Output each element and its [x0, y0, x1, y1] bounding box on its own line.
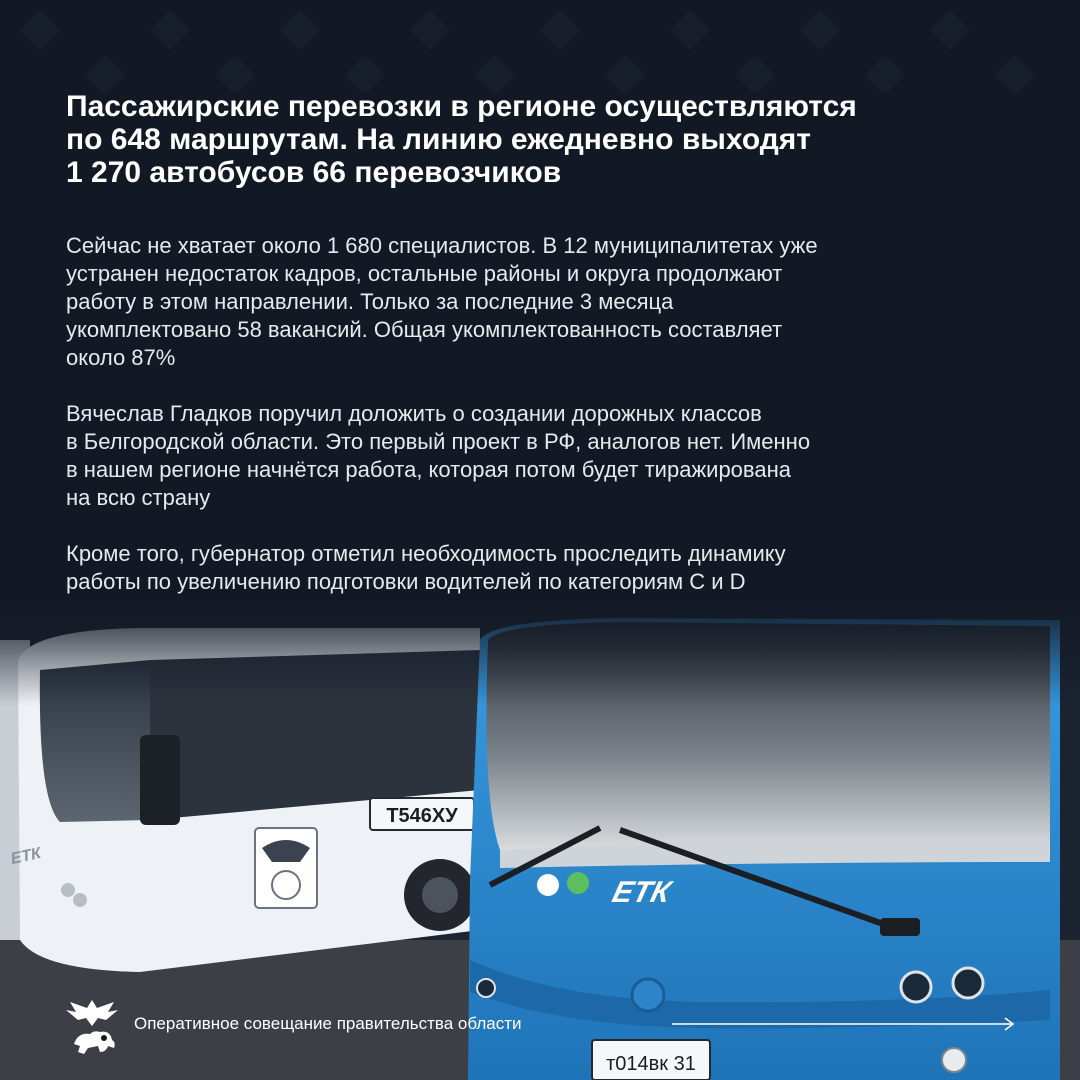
paragraph-line: Кроме того, губернатор отметил необходимость проследить динамику: [66, 541, 786, 566]
paragraph-line: около 87%: [66, 345, 176, 370]
body-text: [66, 232, 1026, 652]
arrow-right-icon[interactable]: [672, 1016, 1018, 1032]
headline-line: по 648 маршрутам. На линию ежедневно выходят: [66, 123, 811, 156]
footer-label: Оперативное совещание правительства области: [134, 1014, 522, 1033]
headline-line: Пассажирские перевозки в регионе осуществляются: [66, 90, 857, 123]
paragraph-road-classes: [66, 400, 1026, 512]
paragraph-line: укомплектовано 58 вакансий. Общая укомплектованность составляет: [66, 317, 783, 342]
headline-line: 1 270 автобусов 66 перевозчиков: [66, 156, 562, 189]
headline: [66, 90, 1026, 189]
paragraph-line: Вячеслав Гладков поручил доложить о создании дорожных классов: [66, 401, 762, 426]
paragraph-line: работы по увеличению подготовки водителей по категориям C и D: [66, 569, 746, 594]
paragraph-line: в нашем регионе начнётся работа, которая потом будет тиражирована: [66, 457, 791, 482]
footer: [0, 990, 1080, 1060]
paragraph-line: в Белгородской области. Это первый проект в РФ, аналогов нет. Именно: [66, 429, 811, 454]
paragraph-line: Сейчас не хватает около 1 680 специалистов. В 12 муниципалитетах уже: [66, 233, 818, 258]
paragraph-line: работу в этом направлении. Только за последние 3 месяца: [66, 289, 674, 314]
paragraph-line: устранен недостаток кадров, остальные районы и округа продолжают: [66, 261, 783, 286]
eagle-lion-emblem-icon: [64, 996, 120, 1058]
paragraph-line: на всю страну: [66, 485, 211, 510]
paragraph-staffing: [66, 232, 1026, 372]
